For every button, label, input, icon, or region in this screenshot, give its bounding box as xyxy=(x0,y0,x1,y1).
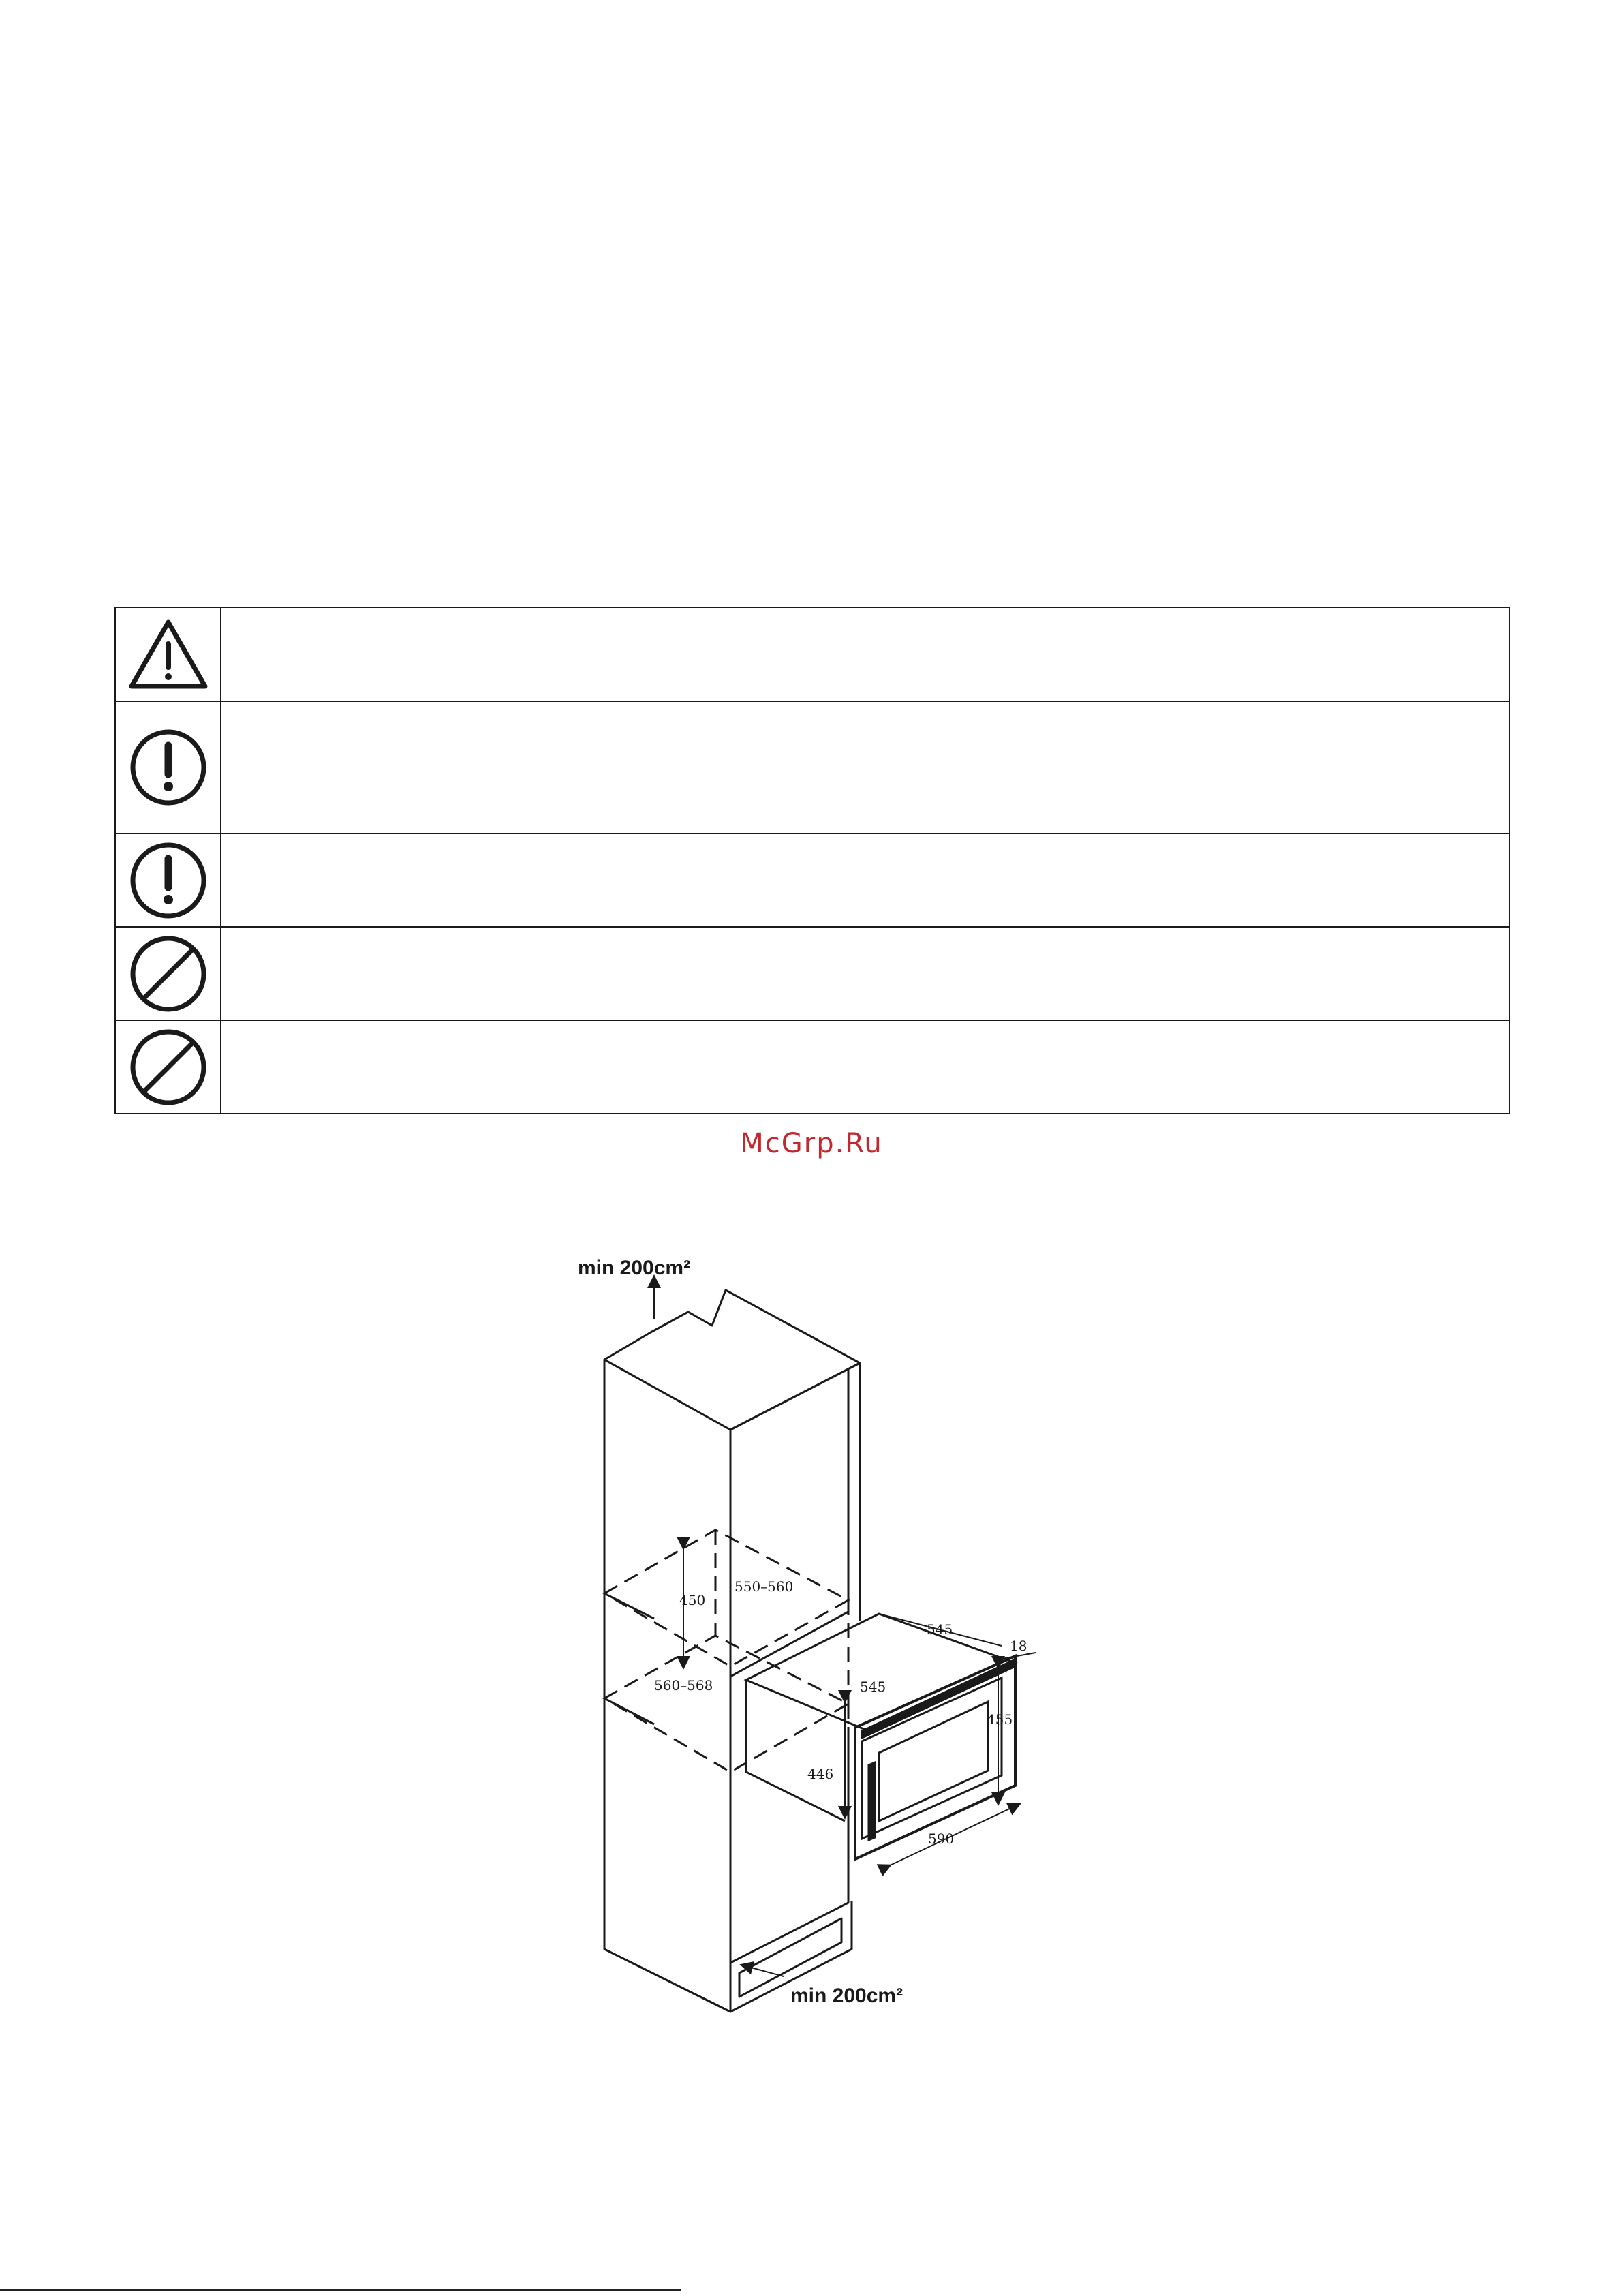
dim-niche-width: 560–568 xyxy=(654,1677,713,1694)
cabinet-top xyxy=(604,1290,860,1430)
dim-front-height: 455 xyxy=(987,1711,1013,1728)
appliance-top xyxy=(746,1614,1015,1731)
dim-front-width: 590 xyxy=(928,1831,955,1847)
appliance-handle xyxy=(869,1762,875,1840)
upper-door xyxy=(730,1370,848,1677)
dim-door-thickness: 18 xyxy=(1010,1638,1027,1654)
footer-rule xyxy=(0,2289,681,2291)
vent-bottom-label: min 200cm² xyxy=(790,1985,903,2007)
dim-appliance-depth-top: 545 xyxy=(927,1621,953,1638)
dim-appliance-depth-side: 545 xyxy=(860,1679,886,1695)
niche-bottom-outline xyxy=(604,1636,848,1772)
niche-top-outline xyxy=(604,1530,848,1666)
dim-body-height: 446 xyxy=(807,1766,834,1782)
watermark: McGrp.Ru xyxy=(740,1128,883,1159)
dim-niche-height: 450 xyxy=(679,1592,706,1608)
vent-top-label: min 200cm² xyxy=(578,1257,691,1279)
dim-niche-depth: 550–560 xyxy=(735,1578,794,1595)
